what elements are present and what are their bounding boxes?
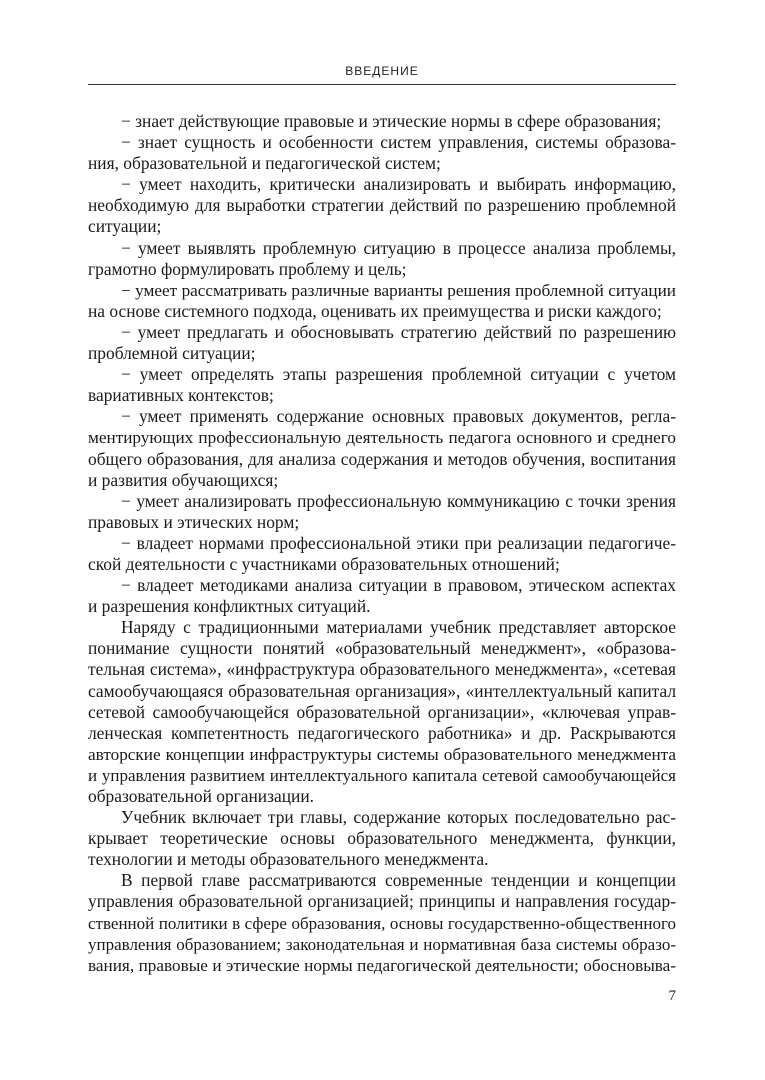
- text-line: Наряду с традиционными материалами учебник представляет авторское: [121, 617, 676, 638]
- text-line: − умеет применять содержание основных правовых документов, регла-: [121, 406, 676, 427]
- text-line: и развития обучающихся;: [88, 469, 279, 490]
- text-line: В первой главе рассматриваются современные тенденции и концепции: [121, 870, 676, 891]
- text-line: − умеет рассматривать различные варианты решения проблемной ситуации: [121, 280, 676, 300]
- text-line: − знает действующие правовые и этические нормы в сфере образования;: [121, 111, 662, 131]
- text-line: ленческая компетентность педагогического работника» и др. Раскрываются: [88, 722, 676, 743]
- text-line: крывает теоретические основы образовательного менеджмента, функции,: [88, 828, 676, 849]
- text-line: ния, образовательной и педагогической систем;: [88, 153, 441, 174]
- text-line: управления образовательной организацией; принципы и направления государ-: [88, 891, 676, 912]
- running-header: ВВЕДЕНИЕ: [345, 64, 419, 78]
- text-line: − умеет выявлять проблемную ситуацию в процессе анализа проблемы,: [121, 237, 676, 258]
- text-line: и управления развитием интеллектуального капитала сетевой самообучающейся: [88, 765, 676, 785]
- text-line: правовых и этических норм;: [88, 511, 300, 532]
- text-line: − умеет предлагать и обосновывать стратегию действий по разрешению: [121, 321, 676, 342]
- text-line: ственной политики в сфере образования, основы государственно-общественного: [88, 913, 676, 933]
- text-line: ситуации;: [88, 216, 162, 237]
- text-line: вания, правовые и этические нормы педагогической деятельности; обосновыва-: [88, 955, 676, 975]
- text-line: − знает сущность и особенности систем управления, системы образова-: [121, 132, 676, 153]
- text-line: необходимую для выработки стратегии действий по разрешению проблемной: [88, 195, 676, 216]
- text-line: управления образованием; законодательная и нормативная база системы образо-: [88, 934, 676, 954]
- text-line: авторские концепции инфраструктуры системы образовательного менеджмента: [88, 744, 676, 764]
- text-line: и разрешения конфликтных ситуаций.: [88, 596, 371, 617]
- text-line: общего образования, для анализа содержания и методов обучения, воспитания: [88, 448, 676, 469]
- text-line: проблемной ситуации;: [88, 343, 256, 364]
- text-line: на основе системного подхода, оценивать их преимущества и риски каждого;: [88, 300, 662, 321]
- body-text: [88, 111, 676, 976]
- text-line: − умеет анализировать профессиональную коммуникацию с точки зрения: [121, 490, 676, 511]
- text-line: самообучающаяся образовательная организация», «интеллектуальный капитал: [88, 680, 676, 701]
- text-line: технологии и методы образовательного менеджмента.: [88, 849, 489, 870]
- text-line: понимание сущности понятий «образовательный менеджмент», «образова-: [88, 638, 676, 659]
- text-line: тельная система», «инфраструктура образовательного менеджмента», «сетевая: [88, 659, 676, 680]
- text-line: грамотно формулировать проблему и цель;: [88, 258, 407, 279]
- text-line: − умеет находить, критически анализировать и выбирать информацию,: [121, 174, 676, 195]
- text-line: ментирующих профессиональную деятельность педагога основного и среднего: [88, 428, 676, 448]
- text-line: образовательной организации.: [88, 786, 314, 806]
- text-line: вариативных контекстов;: [88, 385, 274, 406]
- text-line: Учебник включает три главы, содержание которых последовательно рас-: [121, 807, 676, 828]
- text-line: − владеет методиками анализа ситуации в правовом, этическом аспектах: [121, 575, 676, 596]
- text-line: − владеет нормами профессиональной этики при реализации педагогиче-: [121, 532, 676, 553]
- page-number: 7: [668, 988, 676, 1004]
- text-line: − умеет определять этапы разрешения проблемной ситуации с учетом: [121, 364, 676, 385]
- header-rule: [88, 84, 676, 85]
- text-line: сетевой самообучающейся образовательной организации», «ключевая управ-: [88, 701, 676, 722]
- text-line: ской деятельности с участниками образовательных отношений;: [88, 553, 560, 574]
